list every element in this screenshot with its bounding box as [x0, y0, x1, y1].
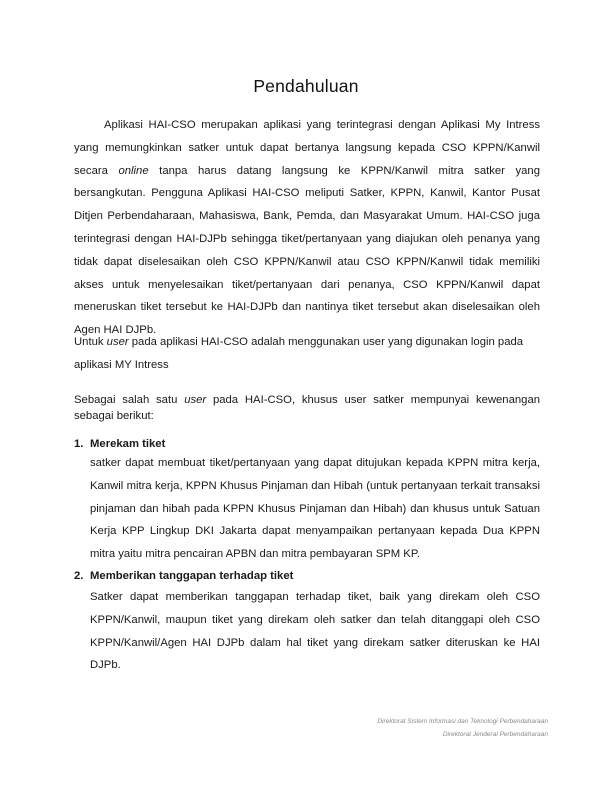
- user-text-1: Untuk: [74, 336, 107, 348]
- footer-line-2: Direktorat Jenderal Perbendaharaan: [442, 731, 548, 738]
- satker-text-1: Sebagai salah satu: [74, 394, 185, 406]
- list-heading: Memberikan tanggapan terhadap tiket: [90, 570, 294, 582]
- list-body: Satker dapat memberikan tanggapan terhadap tiket, baik yang direkam oleh CSO KPPN/Kanwil, maupun tiket yang direkam oleh satker dan telah ditanggapi oleh CSO KPPN/Kanwil/Agen HAI DJPb dalam hal tiket yang direkam satker diteruskan ke HAI DJPb.: [90, 591, 540, 672]
- list-number: 2.: [74, 570, 84, 582]
- page-title: Pendahuluan: [253, 76, 359, 96]
- satker-paragraph: [74, 392, 540, 424]
- user-italic: user: [106, 336, 129, 348]
- intro-text-2: tanpa harus datang langsung ke KPPN/Kanwil mitra satker yang bersangkutan. Pengguna Aplikasi HAI-CSO meliputi Satker, KPPN, Kanwil, Kantor Pusat Ditjen Perbendaharaan, Mahasiswa, Bank, Pemda, dan Masyarakat Umum. HAI-CSO juga terintegrasi dengan HAI-DJPb sehingga tiket/pertanyaan yang diajukan oleh penanya yang tidak dapat diselesaikan oleh CSO KPPN/Kanwil atau CSO KPPN/Kanwil tidak memiliki akses untuk menyelesaikan tiket/pertanyaan dari penanya, CSO KPPN/Kanwil dapat meneruskan tiket tersebut ke HAI-DJPb dan nantinya tiket tersebut akan diselesaikan oleh Agen HAI DJPb.: [74, 164, 540, 337]
- footer-line-1: Direktorat Sistem Informasi dan Teknologi Perbendaharaan: [377, 718, 548, 725]
- intro-paragraph: [74, 114, 540, 342]
- list-number: 1.: [74, 438, 84, 450]
- intro-italic: online: [118, 164, 149, 177]
- satker-italic: user: [184, 394, 207, 406]
- list-body: satker dapat membuat tiket/pertanyaan yang dapat ditujukan kepada KPPN mitra kerja, Kanwil mitra kerja, KPPN Khusus Pinjaman dan Hibah (untuk pertanyaan terkait transaksi pinjaman dan hibah pada KPPN Khusus Pinjaman dan Hibah) dan khusus untuk Satuan Kerja KPP Lingkup DKI Jakarta dapat menyampaikan pertanyaan kepada Dua KPPN mitra yaitu mitra pencairan APBN dan mitra pembayaran SPM KP.: [90, 457, 540, 561]
- user-text-2: pada aplikasi HAI-CSO adalah menggunakan user yang digunakan login pada aplikasi MY Intress: [74, 336, 524, 371]
- satker-text-2: pada HAI-CSO, khusus user satker mempunyai kewenangan sebagai berikut:: [74, 394, 541, 422]
- user-paragraph: [74, 331, 540, 377]
- list-heading: Merekam tiket: [90, 438, 166, 450]
- intro-text-1: Aplikasi HAI-CSO merupakan aplikasi yang terintegrasi dengan Aplikasi My Intress yang memungkinkan satker untuk dapat bertanya langsung kepada CSO KPPN/Kanwil secara: [74, 119, 540, 177]
